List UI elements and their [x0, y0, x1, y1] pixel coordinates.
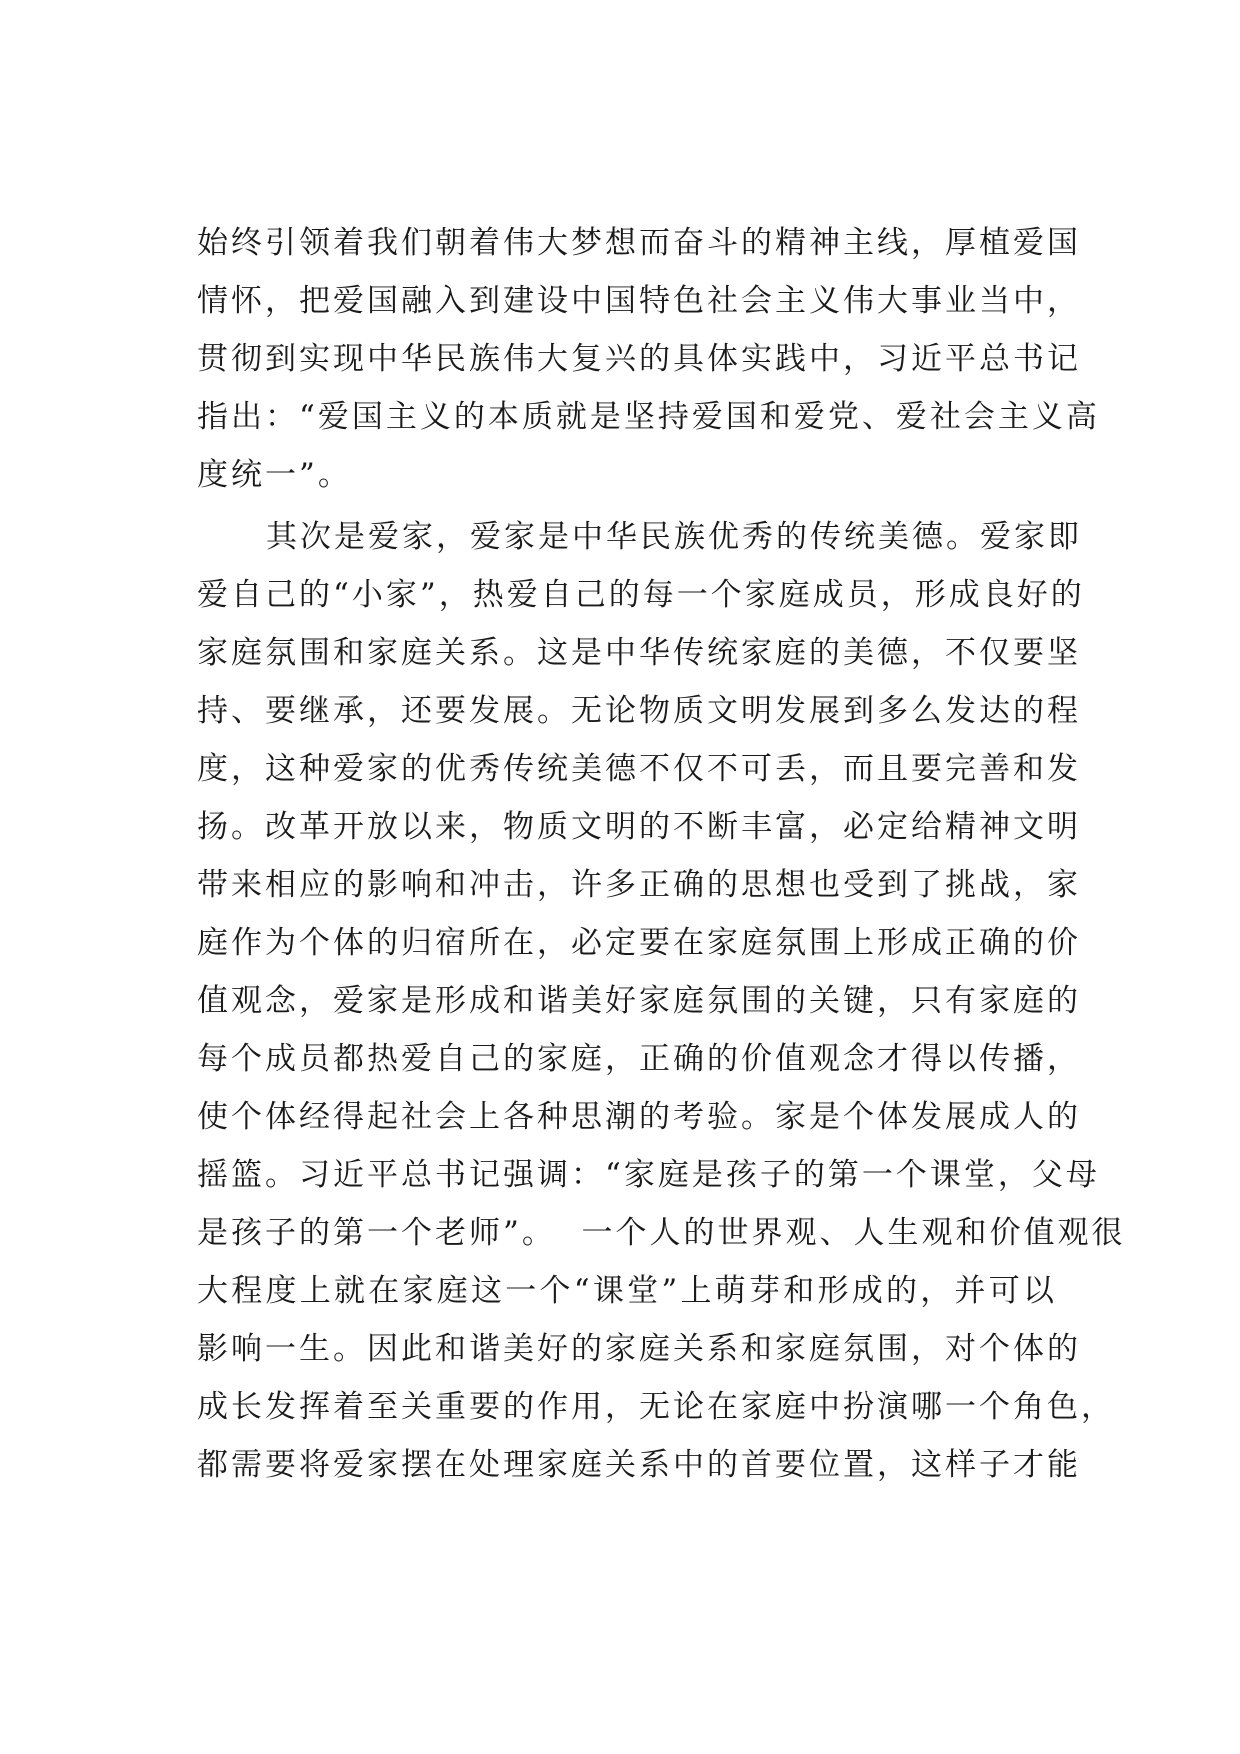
text-line: 大程度上就在家庭这一个“课堂”上萌芽和形成的，并可以 — [197, 1273, 1057, 1309]
text-line: 指出：“爱国主义的本质就是坚持爱国和爱党、爱社会主义高 — [197, 399, 1100, 435]
text-line: 扬。改革开放以来，物质文明的不断丰富，必定给精神文明 — [197, 809, 1081, 845]
text-line: 情怀，把爱国融入到建设中国特色社会主义伟大事业当中， — [197, 283, 1081, 319]
text-line: 贯彻到实现中华民族伟大复兴的具体实践中，习近平总书记 — [197, 341, 1081, 377]
paragraph-love-family — [197, 517, 1126, 1485]
text-line: 持、要继承，还要发展。无论物质文明发展到多么发达的程 — [197, 693, 1081, 729]
text-line: 爱自己的“小家”，热爱自己的每一个家庭成员，形成良好的 — [197, 577, 1085, 613]
text-line: 值观念，爱家是形成和谐美好家庭氛围的关键，只有家庭的 — [197, 983, 1081, 1019]
text-line: 始终引领着我们朝着伟大梦想而奋斗的精神主线，厚植爱国 — [197, 225, 1081, 261]
text-line: 都需要将爱家摆在处理家庭关系中的首要位置，这样子才能 — [197, 1447, 1081, 1483]
text-line: 使个体经得起社会上各种思潮的考验。家是个体发展成人的 — [197, 1099, 1081, 1135]
text-line: 是孩子的第一个老师”。 一个人的世界观、人生观和价值观很 — [197, 1215, 1126, 1251]
document-body — [197, 223, 1126, 1503]
text-line: 家庭氛围和家庭关系。这是中华传统家庭的美德，不仅要坚 — [197, 635, 1081, 671]
text-line: 影响一生。因此和谐美好的家庭关系和家庭氛围，对个体的 — [197, 1331, 1081, 1367]
text-line: 每个成员都热爱自己的家庭，正确的价值观念才得以传播， — [197, 1041, 1081, 1077]
text-line: 摇篮。习近平总书记强调：“家庭是孩子的第一个课堂，父母 — [197, 1157, 1100, 1193]
text-line: 度统一”。 — [197, 457, 352, 493]
text-line: 带来相应的影响和冲击，许多正确的思想也受到了挑战，家 — [197, 867, 1081, 903]
text-line: 度，这种爱家的优秀传统美德不仅不可丢，而且要完善和发 — [197, 751, 1081, 787]
text-line: 其次是爱家，爱家是中华民族优秀的传统美德。爱家即 — [266, 519, 1082, 555]
paragraph-patriotism — [197, 223, 1100, 495]
text-line: 成长发挥着至关重要的作用，无论在家庭中扮演哪一个角色， — [197, 1389, 1115, 1425]
text-line: 庭作为个体的归宿所在，必定要在家庭氛围上形成正确的价 — [197, 925, 1081, 961]
